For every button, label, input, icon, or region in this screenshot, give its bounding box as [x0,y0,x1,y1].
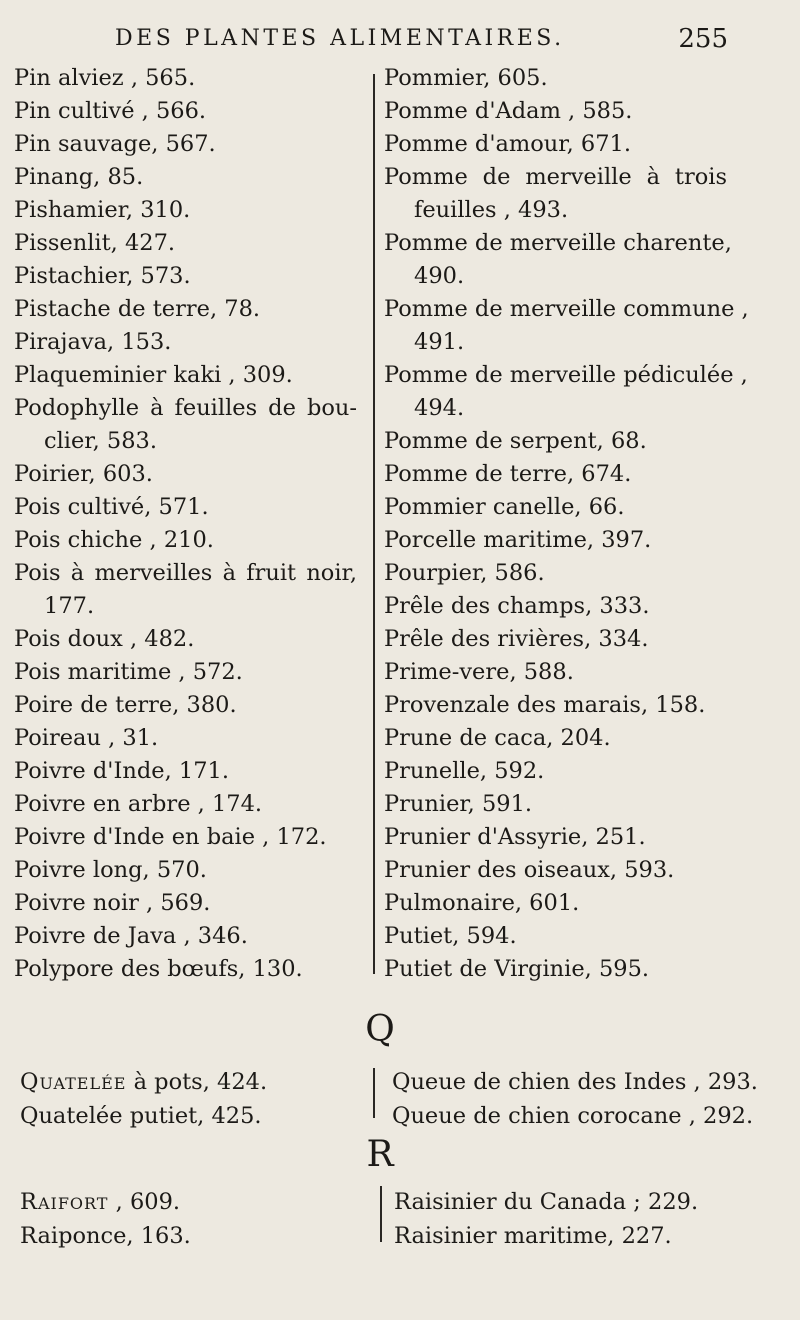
index-entry: Pulmonaire, 601. [384,890,580,916]
index-entry: Pois chiche , 210. [14,527,214,553]
index-entry [20,1186,180,1219]
index-entry: Poire de terre, 380. [14,692,237,718]
index-entry-continuation: 494. [414,395,465,421]
index-entry: Pomme de serpent, 68. [384,428,647,454]
index-entry: Pissenlit, 427. [14,230,176,256]
index-entry: Porcelle maritime, 397. [384,527,652,553]
entry-rest: à pots, 424. [126,1069,268,1095]
index-entry: Poivre d'Inde en baie , 172. [14,824,327,850]
index-entry: Poivre de Java , 346. [14,923,248,949]
index-entry: Poivre long, 570. [14,857,207,883]
column-divider [373,74,375,974]
index-entry: Prime-vere, 588. [384,659,574,685]
index-entry: Provenzale des marais, 158. [384,692,706,718]
index-entry: Pin sauvage, 567. [14,131,216,157]
index-entry: Prune de caca, 204. [384,725,611,751]
index-entry: Pomme de merveille charente, [384,230,732,256]
index-entry: Prêle des rivières, 334. [384,626,649,652]
index-entry: Quatelée putiet, 425. [20,1103,262,1129]
index-entry: Pistachier, 573. [14,263,191,289]
index-entry: Prunier, 591. [384,791,533,817]
index-entry: Raiponce, 163. [20,1223,191,1249]
entry-headword: Quatelée [20,1069,127,1095]
column-divider-r [380,1186,382,1242]
index-entry: Poirier, 603. [14,461,153,487]
running-header [0,22,800,62]
index-entry: Pirajava, 153. [14,329,172,355]
running-title: DES PLANTES ALIMENTAIRES. [115,26,565,51]
index-entry: Poireau , 31. [14,725,159,751]
index-entry: Poivre noir , 569. [14,890,211,916]
index-entry: Podophylle à feuilles de bou- [14,395,357,421]
index-entry: Pommier canelle, 66. [384,494,625,520]
index-entry: Pomme de merveille pédiculée , [384,362,748,388]
section-letter-q: Q [365,1009,395,1050]
index-entry-continuation: clier, 583. [44,428,157,454]
index-entry: Pomme d'amour, 671. [384,131,631,157]
page-number: 255 [678,24,728,54]
index-entry: Pomme d'Adam , 585. [384,98,633,124]
index-entry: Pomme de merveille commune , [384,296,749,322]
index-entry: Putiet, 594. [384,923,517,949]
index-entry: Pin cultivé , 566. [14,98,207,124]
index-entry-continuation: 491. [414,329,465,355]
index-entry: Pistache de terre, 78. [14,296,261,322]
index-entry-continuation: 490. [414,263,465,289]
index-entry [20,1066,267,1099]
index-entry: Queue de chien corocane , 292. [392,1103,754,1129]
index-entry: Pin alviez , 565. [14,65,196,91]
index-entry: Raisinier du Canada ; 229. [394,1189,699,1215]
index-entry: Pois doux , 482. [14,626,195,652]
index-entry: Pomme de merveille à trois [384,164,727,190]
index-entry: Prunelle, 592. [384,758,545,784]
index-entry: Pinang, 85. [14,164,144,190]
index-entry: Pois à merveilles à fruit noir, [14,560,357,586]
entry-headword: Raifort [20,1189,109,1215]
index-entry: Raisinier maritime, 227. [394,1223,672,1249]
index-entry: Queue de chien des Indes , 293. [392,1069,758,1095]
entry-rest: , 609. [108,1189,181,1215]
index-entry: Putiet de Virginie, 595. [384,956,650,982]
index-entry: Prunier d'Assyrie, 251. [384,824,646,850]
index-entry-continuation: feuilles , 493. [414,197,569,223]
section-letter-r: R [366,1134,394,1175]
column-divider-q [373,1068,375,1118]
index-entry: Pishamier, 310. [14,197,191,223]
index-entry: Plaqueminier kaki , 309. [14,362,293,388]
index-entry: Pomme de terre, 674. [384,461,632,487]
index-entry: Pois maritime , 572. [14,659,243,685]
index-entry: Pourpier, 586. [384,560,545,586]
index-entry: Polypore des bœufs, 130. [14,956,303,982]
index-entry: Prunier des oiseaux, 593. [384,857,675,883]
index-entry: Poivre en arbre , 174. [14,791,263,817]
index-entry: Pois cultivé, 571. [14,494,209,520]
index-entry: Prêle des champs, 333. [384,593,650,619]
index-entry: Pommier, 605. [384,65,548,91]
index-entry: Poivre d'Inde, 171. [14,758,229,784]
index-entry-continuation: 177. [44,593,95,619]
